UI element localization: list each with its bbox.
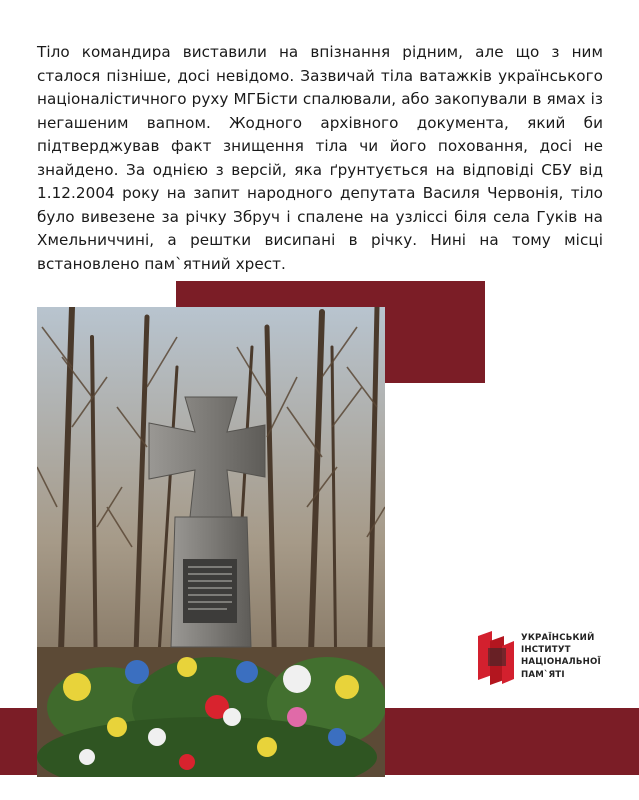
logo-line-2: ІНСТИТУТ <box>521 645 571 656</box>
logo-line-1: УКРАЇНСЬКИЙ <box>521 633 595 643</box>
logo-line-3: НАЦІОНАЛЬНОЇ <box>521 657 601 668</box>
memorial-cross-photo <box>37 307 385 777</box>
article-paragraph: Тіло командира виставили на впізнання рідним, але що з ним сталося пізніше, досі невідомо. Зазвичай тіла ватажків українського націоналістичного руху МГБісти спалювали, або закопували в ямах із негашеним вапном. Жодного архівного документа, який би підтверджував факт знищення тіла чи його поховання, досі не знайдено. За однією з версій, яка ґрунтується на відповіді СБУ від 1.12.2004 року на запит народного депутата Василя Червонія, тіло було вивезене за річку Збруч і спалене на узліссі біля села Гуків на Хмельниччині, а рештки висипані в річку. Нині на тому місці встановлено пам`ятний хрест. <box>37 43 603 273</box>
logo-wordmark <box>521 632 631 681</box>
institute-logo <box>476 630 626 686</box>
logo-mark-icon <box>476 630 516 686</box>
logo-line-4: ПАМ`ЯТІ <box>521 669 565 680</box>
